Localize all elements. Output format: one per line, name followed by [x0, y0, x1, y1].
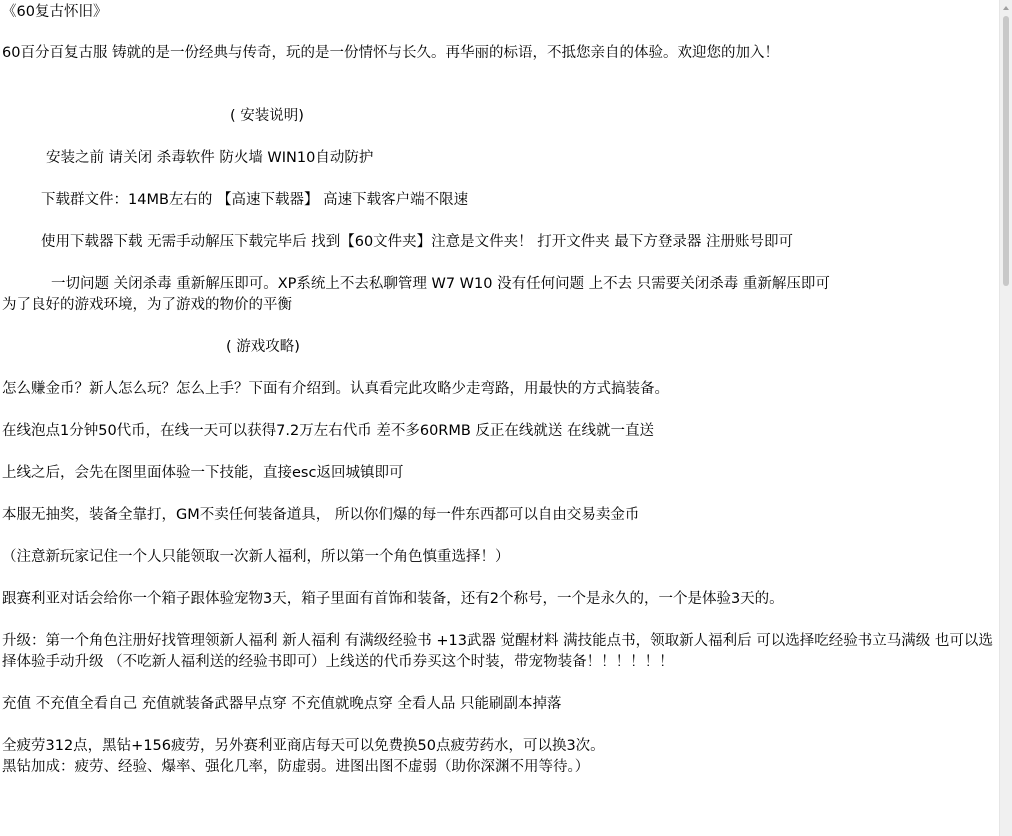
install-step-4: 一切问题 关闭杀毒 重新解压即可。XP系统上不去私聊管理 W7 W10 没有任何问题 上不去 只需要关闭杀毒 重新解压即可: [51, 276, 830, 292]
guide-paragraph-5: （注意新玩家记住一个人只能领取一次新人福利，所以第一个角色慎重选择！）: [2, 549, 510, 565]
guide-paragraph-10: 黑钻加成：疲劳、经验、爆率、强化几率，防虚弱。进图出图不虚弱（助你深渊不用等待。）: [2, 759, 590, 775]
document-title: 《60复古怀旧》: [2, 4, 108, 20]
install-step-3: 使用下载器下载 无需手动解压下载完毕后 找到【60文件夹】注意是文件夹！ 打开文件夹 最下方登录器 注册账号即可: [41, 234, 793, 250]
install-step-2: 下载群文件：14MB左右的 【高速下载器】 高速下载客户端不限速: [41, 192, 469, 208]
vertical-scrollbar[interactable]: [999, 0, 1012, 836]
scrollbar-thumb[interactable]: [1003, 16, 1009, 286]
guide-paragraph-4: 本服无抽奖，装备全靠打，GM不卖任何装备道具， 所以你们爆的每一件东西都可以自由交易卖金币: [2, 507, 640, 523]
guide-paragraph-9: 全疲劳312点，黑钻+156疲劳，另外赛利亚商店每天可以免费换50点疲劳药水，可以换3次。: [2, 738, 605, 754]
guide-paragraph-3: 上线之后，会先在图里面体验一下技能，直接esc返回城镇即可: [2, 465, 404, 481]
guide-paragraph-2: 在线泡点1分钟50代币，在线一天可以获得7.2万左右代币 差不多60RMB 反正在线就送 在线就一直送: [2, 423, 655, 439]
guide-paragraph-6: 跟赛利亚对话会给你一个箱子跟体验宠物3天，箱子里面有首饰和装备，还有2个称号，一个是永久的，一个是体验3天的。: [2, 591, 784, 607]
guide-paragraph-1: 怎么赚金币？新人怎么玩？怎么上手？下面有介绍到。认真看完此攻略少走弯路，用最快的方式搞装备。: [2, 381, 669, 397]
guide-paragraph-7: 升级：第一个角色注册好找管理领新人福利 新人福利 有满级经验书 +13武器 觉醒材料 满技能点书，领取新人福利后 可以选择吃经验书立马满级 也可以选择体验手动升级 （不吃新人福利送的经验书即可）上线送的代币券买这个时装，带宠物装备！！！！！！: [2, 633, 993, 670]
guide-heading: ( 游戏攻略): [226, 339, 300, 355]
guide-paragraph-8: 充值 不充值全看自己 充值就装备武器早点穿 不充值就晚点穿 全看人品 只能刷副本掉落: [2, 696, 562, 712]
install-note: 为了良好的游戏环境，为了游戏的物价的平衡: [2, 297, 292, 313]
scroll-up-arrow-icon[interactable]: [1003, 6, 1009, 10]
install-step-1: 安装之前 请关闭 杀毒软件 防火墙 WIN10自动防护: [46, 150, 374, 166]
install-heading: ( 安装说明): [230, 108, 304, 124]
intro-text: 60百分百复古服 铸就的是一份经典与传奇，玩的是一份情怀与长久。再华丽的标语，不抵您亲自的体验。欢迎您的加入！: [2, 45, 780, 61]
